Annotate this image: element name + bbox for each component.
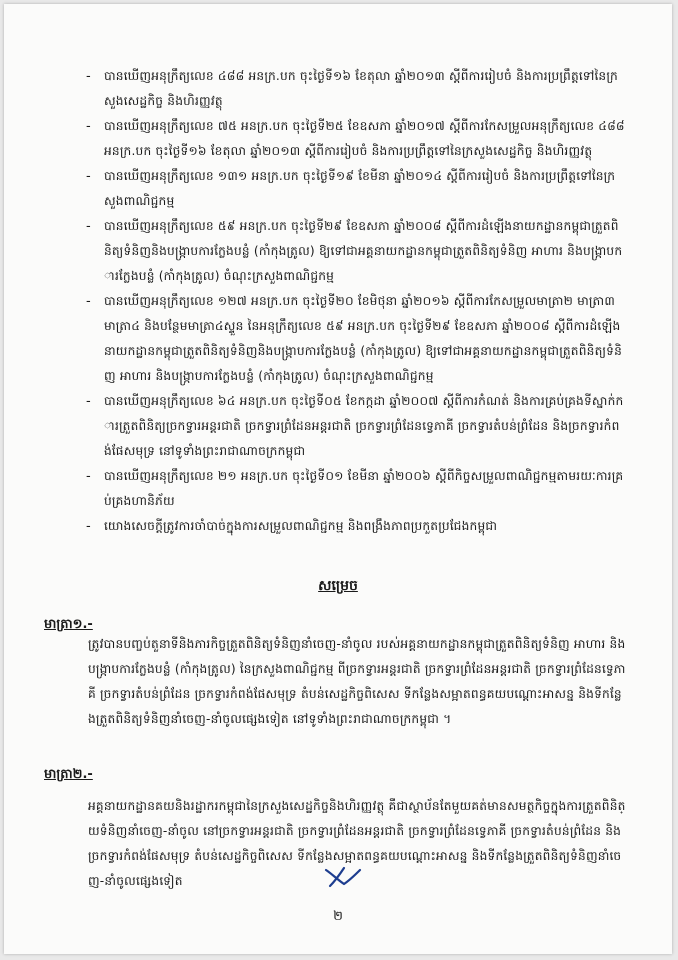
list-item (86, 289, 626, 389)
initial-signature-mark (322, 864, 362, 890)
bullet-dash: - (86, 519, 91, 534)
list-item (86, 64, 626, 114)
list-item (86, 114, 626, 164)
list-item (86, 514, 626, 539)
bullet-dash: - (86, 294, 91, 309)
page-number: ២ (333, 909, 343, 924)
list-item (86, 164, 626, 214)
article-2-body: អគ្គនាយកដ្ឋានគយនិងរដ្ឋាករកម្ពុជានៃក្រសួងសេដ្ឋកិច្ចនិងហិរញ្ញវត្ថុ គឺជាស្ថាប័នតែមួយគត់មានសមត្ថកិច្ចក្នុងការត្រួតពិនិត្យទំនិញនាំចេញ-នាំចូល នៅច្រកទ្វារអន្តរជាតិ ច្រកទ្វារព្រំដែនអន្តរជាតិ ច្រកទ្វារព្រំដែនទ្វេភាគី ច្រកទ្វារតំបន់ព្រំដែន និងច្រកទ្វារកំពង់ផែសមុទ្រ តំបន់សេដ្ឋកិច្ចពិសេស ទីកន្លែងសម្អាតពន្ធគយបណ្ដោះអាសន្ន និងទីកន្លែងត្រួតពិនិត្យទំនិញនាំចេញ-នាំចូលផ្សេងទៀត (88, 799, 626, 888)
list-item-text: បានឃើញអនុក្រឹត្យលេខ ២១ អនក្រ.បក ចុះថ្ងៃទី០១ ខែមីនា ឆ្នាំ២០០៦ ស្ដីពីកិច្ចសម្រួលពាណិជ្ជកម្មតាមរយៈការគ្រប់គ្រងហានិភ័យ (104, 469, 624, 508)
bullet-dash: - (86, 394, 91, 409)
list-item-text: បានឃើញអនុក្រឹត្យលេខ ១៣១ អនក្រ.បក ចុះថ្ងៃទី១៩ ខែមីនា ឆ្នាំ២០១៤ ស្ដីពីការរៀបចំ និងការប្រព្រឹត្តទៅនៃក្រសួងពាណិជ្ជកម្ម (104, 169, 616, 208)
preamble-list (86, 64, 626, 539)
list-item-text: បានឃើញអនុក្រឹត្យលេខ ៧៥ អនក្រ.បក ចុះថ្ងៃទី២៥ ខែឧសភា ឆ្នាំ២០១៧ ស្ដីពីការកែសម្រួលអនុក្រឹត្យលេខ ៤៨៨ អនក្រ.បក ចុះថ្ងៃទី១៦ ខែតុលា ឆ្នាំ២០១៣ ស្ដីពីការរៀបចំ និងការប្រព្រឹត្តទៅនៃក្រសួងសេដ្ឋកិច្ច និងហិរញ្ញវត្ថុ (104, 119, 625, 158)
decision-heading: សម្រេច (318, 578, 358, 594)
list-item (86, 464, 626, 514)
article-2-title: មាត្រា២.- (44, 767, 93, 782)
bullet-dash: - (86, 469, 91, 484)
list-item-text: បានឃើញអនុក្រឹត្យលេខ ៦៤ អនក្រ.បក ចុះថ្ងៃទី០៥ ខែកក្កដា ឆ្នាំ២០០៧ ស្ដីពីការកំណត់ និងការគ្រប់គ្រងទីស្នាក់ការត្រួតពិនិត្យច្រកទ្វារអន្តរជាតិ ច្រកទ្វារព្រំដែនអន្តរជាតិ ច្រកទ្វារព្រំដែនទ្វេភាគី ច្រកទ្វារតំបន់ព្រំដែន និងច្រកទ្វារកំពង់ផែសមុទ្រ នៅទូទាំងព្រះរាជាណាចក្រកម្ពុជា (104, 394, 624, 458)
list-item-text: យោងសេចក្ដីត្រូវការចាំបាច់ក្នុងការសម្រួលពាណិជ្ជកម្ម និងពង្រឹងភាពប្រកួតប្រជែងកម្ពុជា (104, 519, 498, 533)
article-1-title: មាត្រា១.- (44, 617, 93, 632)
list-item-text: បានឃើញអនុក្រឹត្យលេខ ៤៨៨ អនក្រ.បក ចុះថ្ងៃទី១៦ ខែតុលា ឆ្នាំ២០១៣ ស្ដីពីការរៀបចំ និងការប្រព្រឹត្តទៅនៃក្រសួងសេដ្ឋកិច្ច និងហិរញ្ញវត្ថុ (104, 69, 618, 108)
bullet-dash: - (86, 119, 91, 134)
list-item-text: បានឃើញអនុក្រឹត្យលេខ ៥៩ អនក្រ.បក ចុះថ្ងៃទី២៩ ខែឧសភា ឆ្នាំ២០០៨ ស្ដីពីការដំឡើងនាយកដ្ឋានកម្ពុជាត្រួតពិនិត្យទំនិញនិងបង្ក្រាបការក្លែងបន្លំ (កាំកុងត្រូល) ឱ្យទៅជាអគ្គនាយកដ្ឋានកម្ពុជាត្រួតពិនិត្យទំនិញ អាហារ និងបង្ក្រាបការក្លែងបន្លំ (កាំកុងត្រូល) ចំណុះក្រសួងពាណិជ្ជកម្ម (104, 219, 623, 283)
article-1-body: ត្រូវបានបញ្ចប់តួនាទីនិងភារកិច្ចត្រួតពិនិត្យទំនិញនាំចេញ-នាំចូល របស់អគ្គនាយកដ្ឋានកម្ពុជាត្រួតពិនិត្យទំនិញ អាហារ និងបង្ក្រាបការក្លែងបន្លំ (កាំកុងត្រូល) នៃក្រសួងពាណិជ្ជកម្ម ពីច្រកទ្វារអន្តរជាតិ ច្រកទ្វារព្រំដែនអន្តរជាតិ ច្រកទ្វារព្រំដែនទ្វេភាគី ច្រកទ្វារតំបន់ព្រំដែន ច្រកទ្វារកំពង់ផែសមុទ្រ តំបន់សេដ្ឋកិច្ចពិសេស ទីកន្លែងសម្អាតពន្ធគយបណ្ដោះអាសន្ន និងទីកន្លែងត្រួតពិនិត្យទំនិញនាំចេញ-នាំចូលផ្សេងទៀត នៅទូទាំងព្រះរាជាណាចក្រកម្ពុជា ។ (88, 637, 626, 726)
list-item (86, 214, 626, 289)
document-page (4, 4, 672, 954)
list-item-text: បានឃើញអនុក្រឹត្យលេខ ១២៧ អនក្រ.បក ចុះថ្ងៃទី២០ ខែមិថុនា ឆ្នាំ២០១៦ ស្ដីពីការកែសម្រួលមាត្រា២ មាត្រា៣ មាត្រា៤ និងបន្ថែមមាត្រា៤ស្ទួន នៃអនុក្រឹត្យលេខ ៥៩ អនក្រ.បក ចុះថ្ងៃទី២៩ ខែឧសភា ឆ្នាំ២០០៨ ស្ដីពីការដំឡើងនាយកដ្ឋានកម្ពុជាត្រួតពិនិត្យទំនិញនិងបង្ក្រាបការក្លែងបន្លំ (កាំកុងត្រូល) ឱ្យទៅជាអគ្គនាយកដ្ឋានកម្ពុជាត្រួតពិនិត្យទំនិញ អាហារ និងបង្ក្រាបការក្លែងបន្លំ (កាំកុងត្រូល) ចំណុះក្រសួងពាណិជ្ជកម្ម (104, 294, 623, 383)
bullet-dash: - (86, 219, 91, 234)
bullet-dash: - (86, 69, 91, 84)
bullet-dash: - (86, 169, 91, 184)
list-item (86, 389, 626, 464)
